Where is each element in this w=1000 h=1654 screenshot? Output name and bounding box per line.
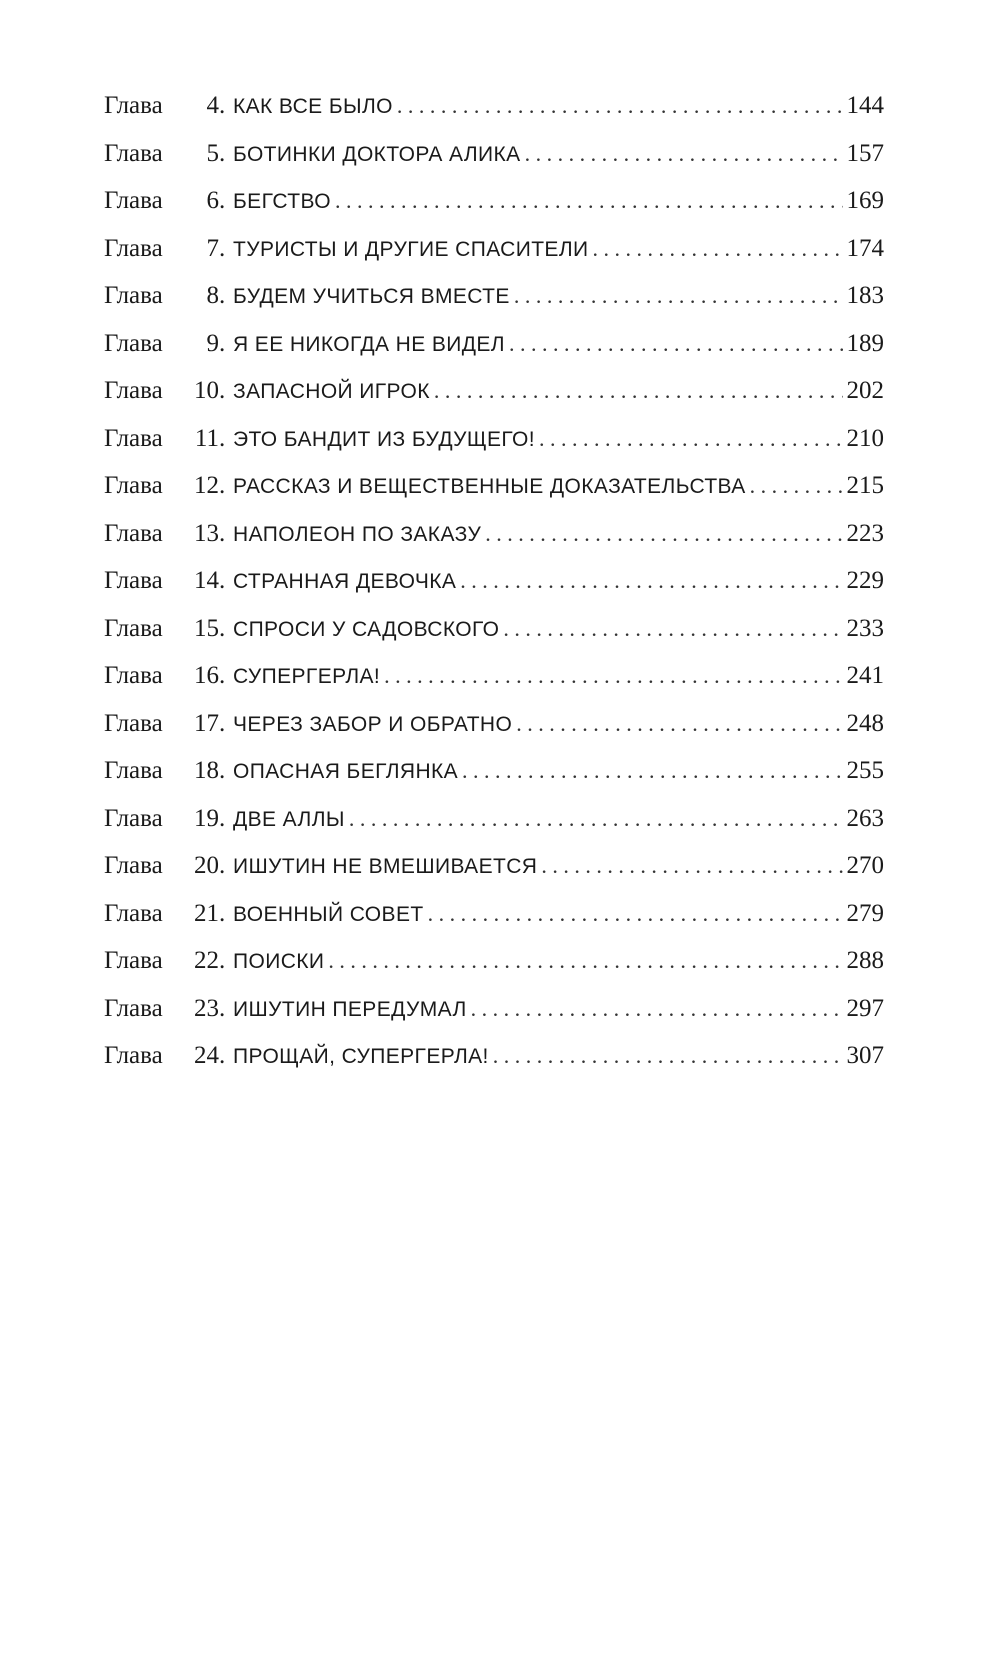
chapter-number: 8 (206, 282, 219, 309)
chapter-number-dot: . (219, 234, 226, 262)
chapter-number-dot: . (219, 662, 226, 689)
dot-leader (503, 616, 842, 642)
chapter-word: Глава (104, 472, 163, 499)
chapter-number-dot: . (219, 139, 226, 167)
chapter-number-dot: . (219, 804, 226, 832)
toc-entry (104, 520, 884, 568)
chapter-number-dot: . (219, 757, 226, 784)
page-number: 248 (846, 709, 884, 737)
chapter-title: ИШУТИН НЕ ВМЕШИВАЕТСЯ (233, 855, 538, 878)
dot-leader (525, 141, 843, 167)
toc-entry (104, 662, 884, 710)
page-number: 144 (846, 92, 884, 119)
dot-leader (750, 473, 843, 499)
toc-entry (104, 235, 884, 283)
chapter-number-dot: . (219, 709, 226, 737)
chapter-title: ОПАСНАЯ БЕГЛЯНКА (233, 760, 459, 783)
dot-leader (462, 758, 842, 784)
chapter-title: НАПОЛЕОН ПО ЗАКАЗУ (233, 522, 482, 546)
page-number: 307 (846, 1042, 884, 1069)
dot-leader (593, 236, 843, 262)
page-number: 229 (846, 567, 884, 594)
chapter-title: ЭТО БАНДИТ ИЗ БУДУЩЕГО! (233, 427, 535, 451)
page-number: 288 (846, 947, 884, 974)
toc-entry (104, 900, 884, 948)
dot-leader (397, 93, 843, 119)
chapter-number-dot: . (219, 187, 226, 214)
chapter-word: Глава (104, 899, 163, 927)
chapter-number-dot: . (219, 899, 226, 927)
toc-entry (104, 187, 884, 235)
page-number: 263 (846, 804, 884, 832)
chapter-title: ТУРИСТЫ И ДРУГИЕ СПАСИТЕЛИ (233, 237, 589, 261)
chapter-word: Глава (104, 187, 163, 214)
chapter-title: РАССКАЗ И ВЕЩЕСТВЕННЫЕ ДОКАЗАТЕЛЬСТВА (233, 475, 746, 498)
chapter-word: Глава (104, 329, 163, 357)
chapter-title: ЧЕРЕЗ ЗАБОР И ОБРАТНО (233, 712, 513, 736)
dot-leader (493, 1043, 843, 1069)
chapter-number-dot: . (219, 947, 226, 974)
chapter-number-dot: . (219, 1042, 226, 1069)
chapter-number-dot: . (219, 852, 226, 879)
toc-entry (104, 567, 884, 615)
chapter-number-dot: . (219, 994, 226, 1022)
chapter-number: 16 (194, 662, 219, 689)
chapter-word: Глава (104, 519, 163, 547)
toc-entry (104, 852, 884, 900)
chapter-title: БУДЕМ УЧИТЬСЯ ВМЕСТЕ (233, 285, 510, 308)
chapter-word: Глава (104, 757, 163, 784)
chapter-title: БЕГСТВО (233, 190, 331, 213)
chapter-number: 11 (194, 424, 219, 452)
chapter-number: 15 (194, 614, 219, 642)
chapter-word: Глава (104, 994, 163, 1022)
chapter-number: 23 (194, 994, 219, 1022)
chapter-number: 18 (194, 757, 219, 784)
chapter-number: 9 (206, 329, 219, 357)
dot-leader (471, 996, 843, 1022)
chapter-number-dot: . (219, 567, 226, 594)
chapter-word: Глава (104, 804, 163, 832)
toc-entry (104, 282, 884, 330)
chapter-word: Глава (104, 282, 163, 309)
chapter-number: 22 (194, 947, 219, 974)
chapter-number: 6 (206, 187, 219, 214)
page-number: 255 (846, 757, 884, 784)
chapter-number: 10 (194, 377, 219, 404)
page-number: 215 (846, 472, 884, 499)
toc-entry (104, 330, 884, 378)
toc-entry (104, 472, 884, 520)
chapter-number-dot: . (219, 329, 226, 357)
dot-leader (509, 331, 843, 357)
chapter-word: Глава (104, 139, 163, 167)
dot-leader (328, 948, 842, 974)
chapter-number: 21 (194, 899, 219, 927)
page-number: 169 (846, 187, 884, 214)
toc-entry (104, 92, 884, 140)
chapter-number: 19 (194, 804, 219, 832)
dot-leader (335, 188, 843, 214)
page-number: 210 (846, 424, 884, 452)
dot-leader (434, 378, 843, 404)
toc-entry (104, 425, 884, 473)
chapter-title: СПРОСИ У САДОВСКОГО (233, 617, 500, 641)
chapter-word: Глава (104, 709, 163, 737)
chapter-number: 7 (206, 234, 219, 262)
chapter-word: Глава (104, 567, 163, 594)
page-number: 241 (846, 662, 884, 689)
toc-entry (104, 1042, 884, 1090)
chapter-title: ВОЕННЫЙ СОВЕТ (233, 902, 424, 926)
chapter-title: ПОИСКИ (233, 950, 325, 973)
chapter-word: Глава (104, 662, 163, 689)
chapter-number: 4 (206, 92, 219, 119)
chapter-number: 24 (194, 1042, 219, 1069)
dot-leader (384, 663, 842, 689)
chapter-number: 13 (194, 519, 219, 547)
chapter-title: КАК ВСЕ БЫЛО (233, 95, 393, 118)
chapter-number: 12 (194, 472, 219, 499)
chapter-number-dot: . (219, 472, 226, 499)
dot-leader (460, 568, 842, 594)
chapter-number-dot: . (219, 424, 226, 452)
chapter-title: СТРАННАЯ ДЕВОЧКА (233, 570, 457, 593)
chapter-title: СУПЕРГЕРЛА! (233, 665, 381, 688)
chapter-word: Глава (104, 614, 163, 642)
dot-leader (514, 283, 843, 309)
chapter-word: Глава (104, 92, 163, 119)
page-number: 223 (846, 519, 884, 547)
chapter-number: 17 (194, 709, 219, 737)
page-number: 202 (846, 377, 884, 404)
page-number: 157 (846, 139, 884, 167)
dot-leader (541, 853, 842, 879)
page-number: 183 (846, 282, 884, 309)
page-number: 174 (846, 234, 884, 262)
dot-leader (349, 806, 843, 832)
chapter-word: Глава (104, 947, 163, 974)
toc-entry (104, 710, 884, 758)
chapter-word: Глава (104, 424, 163, 452)
toc-entry (104, 805, 884, 853)
chapter-number: 20 (194, 852, 219, 879)
chapter-title: ЗАПАСНОЙ ИГРОК (233, 380, 430, 403)
toc-entry (104, 140, 884, 188)
chapter-number-dot: . (219, 614, 226, 642)
table-of-contents (104, 92, 884, 1090)
page-number: 233 (846, 614, 884, 642)
dot-leader (485, 521, 842, 547)
chapter-number-dot: . (219, 377, 226, 404)
chapter-word: Глава (104, 234, 163, 262)
toc-entry (104, 947, 884, 995)
chapter-number: 14 (194, 567, 219, 594)
chapter-number-dot: . (219, 92, 226, 119)
chapter-word: Глава (104, 852, 163, 879)
chapter-word: Глава (104, 377, 163, 404)
chapter-title: БОТИНКИ ДОКТОРА АЛИКА (233, 142, 521, 166)
toc-entry (104, 757, 884, 805)
chapter-title: ДВЕ АЛЛЫ (233, 807, 345, 831)
chapter-title: ПРОЩАЙ, СУПЕРГЕРЛА! (233, 1045, 489, 1068)
chapter-title: ИШУТИН ПЕРЕДУМАЛ (233, 997, 467, 1021)
toc-entry (104, 377, 884, 425)
toc-entry (104, 995, 884, 1043)
dot-leader (428, 901, 843, 927)
page-number: 270 (846, 852, 884, 879)
dot-leader (516, 711, 842, 737)
page-number: 189 (846, 329, 884, 357)
chapter-word: Глава (104, 1042, 163, 1069)
chapter-number-dot: . (219, 519, 226, 547)
page-number: 297 (846, 994, 884, 1022)
chapter-number: 5 (206, 139, 219, 167)
chapter-title: Я ЕЕ НИКОГДА НЕ ВИДЕЛ (233, 332, 505, 356)
page-number: 279 (846, 899, 884, 927)
chapter-number-dot: . (219, 282, 226, 309)
toc-entry (104, 615, 884, 663)
dot-leader (539, 426, 843, 452)
